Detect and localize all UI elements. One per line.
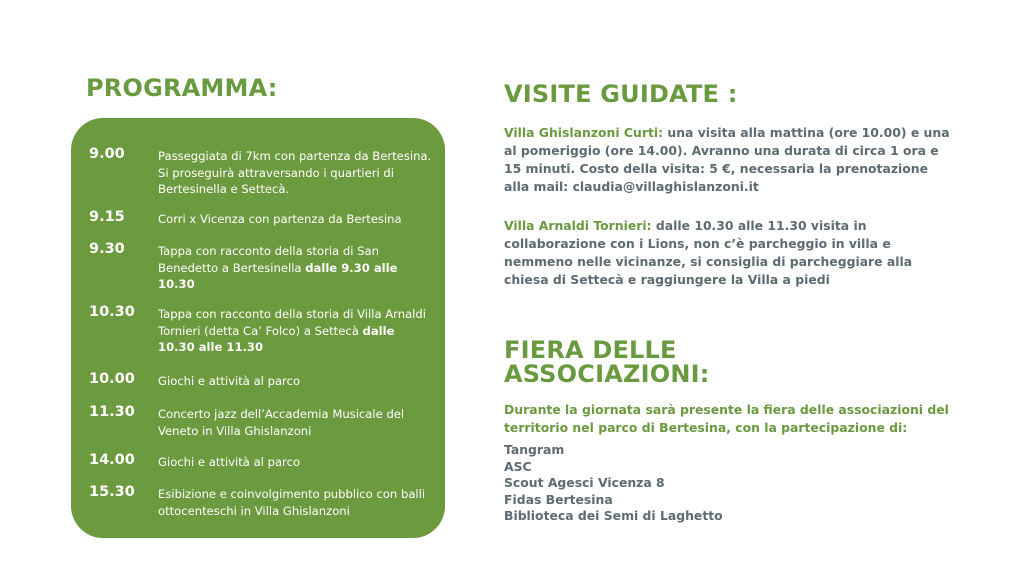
association-item: Tangram [504, 442, 565, 457]
villa-arnaldi-visit [504, 217, 954, 289]
schedule-description: Concerto jazz dell’Accademia Musicale del Veneto in Villa Ghislanzoni [158, 407, 405, 438]
association-item: ASC [504, 458, 532, 474]
visit-details: dalle 10.30 alle 11.30 visita in collaborazione con i Lions, non c’è parcheggio in villa e nemmeno nelle vicinanze, si consiglia di parcheggiare alla chiesa di Settecà e raggiungere la Villa a piedi [504, 218, 913, 287]
schedule-description: Giochi e attività al parco [158, 374, 301, 388]
visit-details: una visita alla mattina (ore 10.00) e una al pomeriggio (ore 14.00). Avranno una durata di circa 1 ora e 15 minuti. Costo della visita: 5 €, necessaria la prenotazione alla mail: claudia@villaghislanzoni.it [504, 125, 950, 194]
schedule-description: Passeggiata di 7km con partenza da Bertesina. Si proseguirà attraversando i quartieri di Bertesinella e Settecà. [158, 149, 432, 196]
villa-name: Villa Ghislanzoni Curti: [504, 125, 664, 140]
schedule-time: 10.00 [89, 371, 135, 387]
programma-panel [71, 118, 445, 538]
associations-list [504, 442, 954, 525]
schedule-time: 15.30 [89, 484, 135, 500]
schedule-time: 14.00 [89, 452, 135, 468]
visite-guidate-heading: VISITE GUIDATE : [504, 80, 738, 108]
schedule-description: Tappa con racconto della storia di Villa Arnaldi Tornieri (detta Ca’ Folco) a Settecà dalle 10.30 alle 11.30 [158, 307, 426, 354]
schedule-time: 9.00 [89, 146, 125, 162]
schedule-description: Corri x Vicenza con partenza da Bertesina [158, 212, 402, 226]
schedule-description: Giochi e attività al parco [158, 455, 301, 469]
schedule-time: 10.30 [89, 304, 135, 320]
schedule-time: 9.15 [89, 209, 125, 225]
association-item: Fidas Bertesina [504, 491, 613, 507]
villa-ghislanzoni-visit [504, 124, 954, 196]
villa-name: Villa Arnaldi Tornieri: [504, 218, 652, 233]
schedule-time: 9.30 [89, 241, 125, 257]
programma-heading: PROGRAMMA: [86, 74, 278, 102]
schedule-description: Esibizione e coinvolgimento pubblico con balli ottocenteschi in Villa Ghislanzoni [158, 487, 426, 518]
association-item: Biblioteca dei Semi di Laghetto [504, 508, 723, 523]
fiera-intro-text: Durante la giornata sarà presente la fiera delle associazioni del territorio nel parco di Bertesina, con la partecipazione di: [504, 402, 949, 435]
schedule-time: 11.30 [89, 404, 135, 420]
association-item: Scout Agesci Vicenza 8 [504, 475, 665, 490]
fiera-associazioni-heading: FIERA DELLE ASSOCIAZIONI: [504, 336, 710, 388]
schedule-description: Tappa con racconto della storia di San Benedetto a Bertesinella dalle 9.30 alle 10.30 [158, 244, 398, 291]
